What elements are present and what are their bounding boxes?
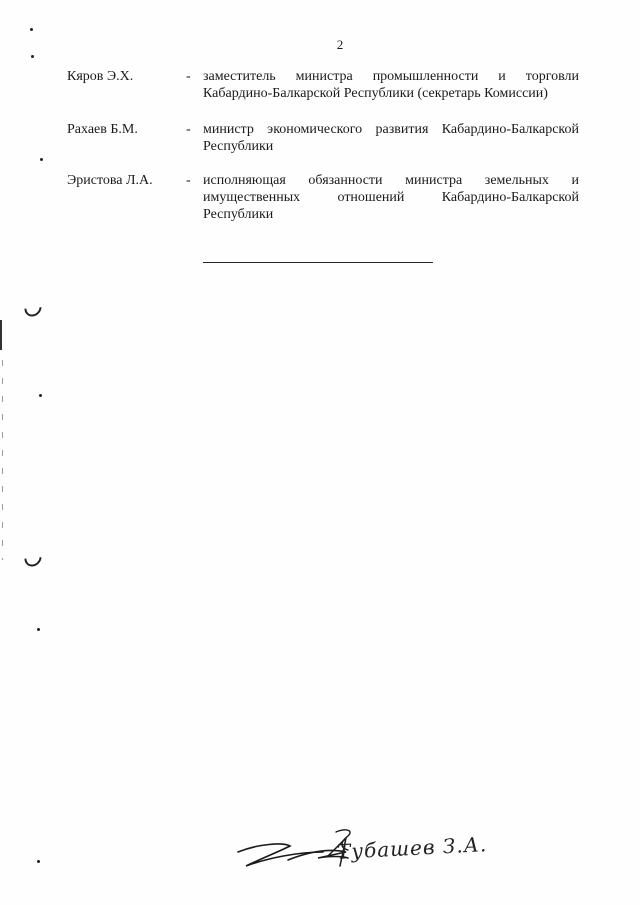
scan-edge-mark [0, 320, 2, 350]
page-number: 2 [336, 37, 344, 52]
member-role: министр экономического развития Кабардино-Балкарской Республики [203, 122, 579, 154]
scan-speck [31, 55, 34, 58]
entry-dash: - [186, 173, 191, 188]
member-name: Кяров Э.Х. [67, 69, 134, 84]
signature-name: Тубашев З.А. [336, 832, 488, 864]
entry-dash: - [186, 122, 191, 137]
punch-hole-mark [21, 546, 45, 570]
entry-dash: - [186, 69, 191, 84]
punch-hole-mark [21, 296, 45, 320]
scan-speck [39, 394, 42, 397]
scan-edge-line [2, 360, 3, 560]
scan-speck [37, 860, 40, 863]
member-name: Рахаев Б.М. [67, 122, 138, 137]
scan-speck [37, 628, 40, 631]
scan-speck [30, 28, 33, 31]
closing-rule [203, 262, 433, 263]
member-role: исполняющая обязанности министра земельных и имущественных отношений Кабардино-Балкарской Республики [203, 173, 579, 222]
scan-speck [40, 158, 43, 161]
member-name: Эристова Л.А. [67, 173, 153, 188]
member-role: заместитель министра промышленности и торговли Кабардино-Балкарской Республики (секретарь Комиссии) [203, 69, 579, 101]
